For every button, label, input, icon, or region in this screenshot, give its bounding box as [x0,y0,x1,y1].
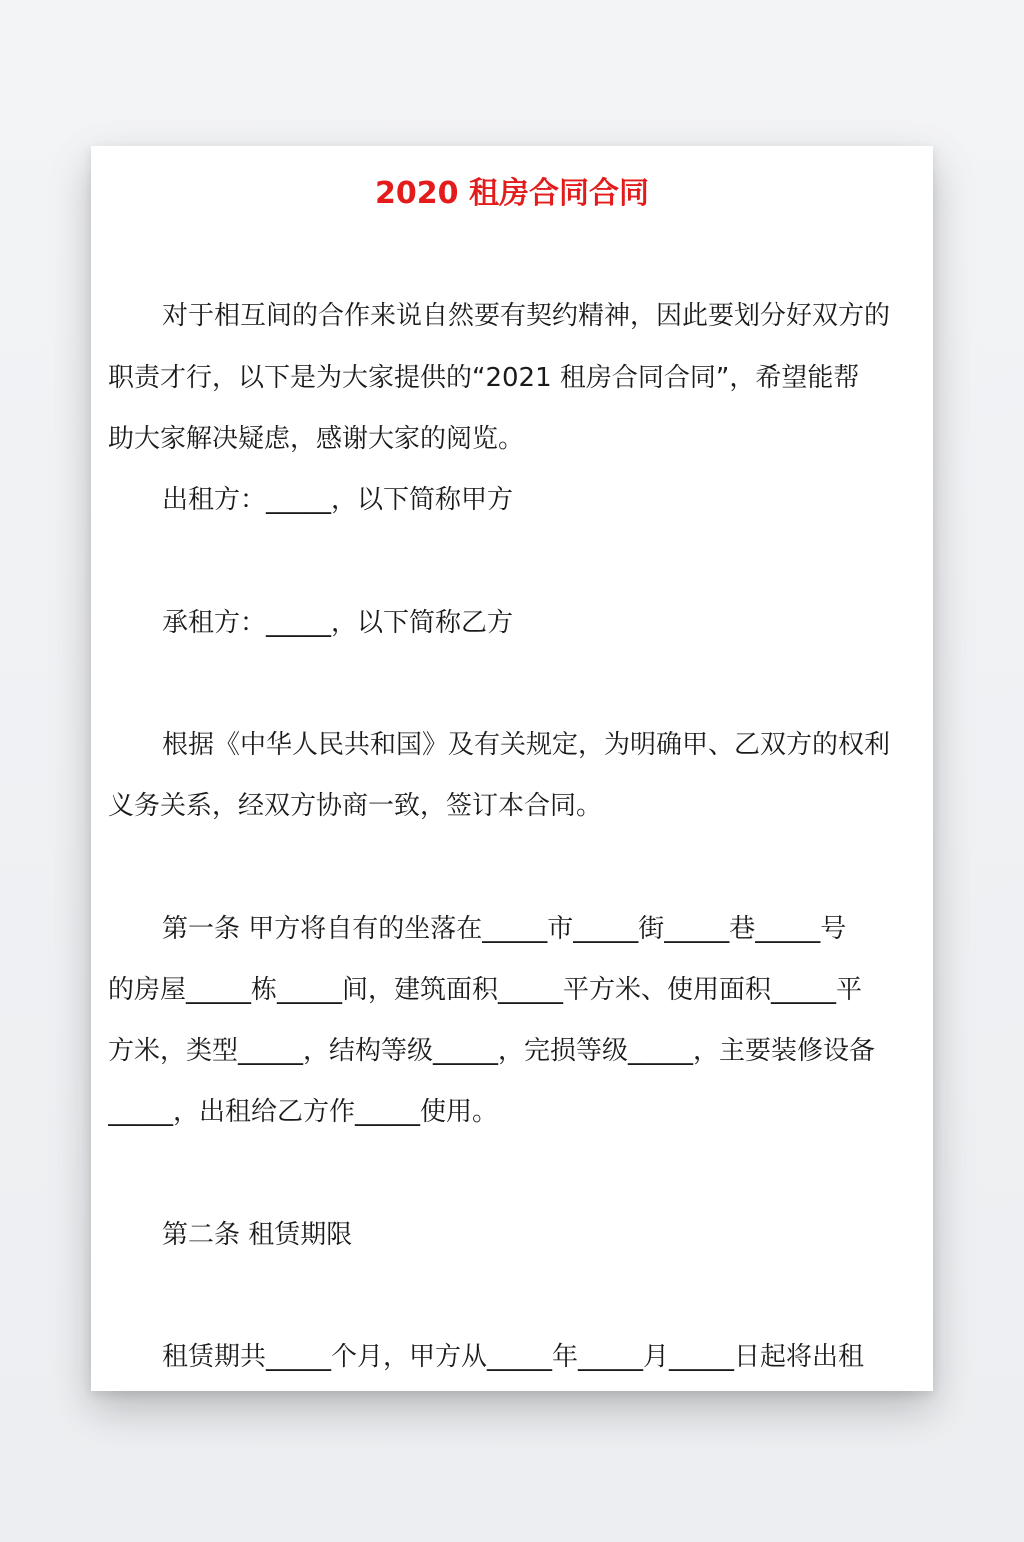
paragraph-intro-line-3: 助大家解决疑虑，感谢大家的阅览。 [108,424,525,454]
article-1-line-4: _____，出租给乙方作_____使用。 [108,1097,499,1127]
basis-line-2: 义务关系，经双方协商一致，签订本合同。 [108,791,603,821]
lessee-line: 承租方：_____，以下简称乙方 [162,608,514,638]
lessor-line: 出租方：_____，以下简称甲方 [162,485,514,515]
document-title: 2020 租房合同合同 [375,176,649,211]
paragraph-intro-line-2: 职责才行，以下是为大家提供的“2021 租房合同合同”，希望能帮 [108,363,860,393]
article-2-heading: 第二条 租赁期限 [162,1220,353,1250]
article-1-line-2: 的房屋_____栋_____间，建筑面积_____平方米、使用面积_____平 [108,975,863,1005]
basis-line-1: 根据《中华人民共和国》及有关规定，为明确甲、乙双方的权利 [162,730,891,760]
article-1-line-3: 方米，类型_____，结构等级_____，完损等级_____，主要装修设备 [108,1036,876,1066]
article-1-line-1: 第一条 甲方将自有的坐落在_____市_____街_____巷_____号 [162,914,847,944]
article-2-line-1: 租赁期共_____个月，甲方从_____年_____月_____日起将出租 [162,1342,865,1372]
paragraph-intro-line-1: 对于相互间的合作来说自然要有契约精神，因此要划分好双方的 [162,301,891,331]
document-page [91,146,933,1391]
